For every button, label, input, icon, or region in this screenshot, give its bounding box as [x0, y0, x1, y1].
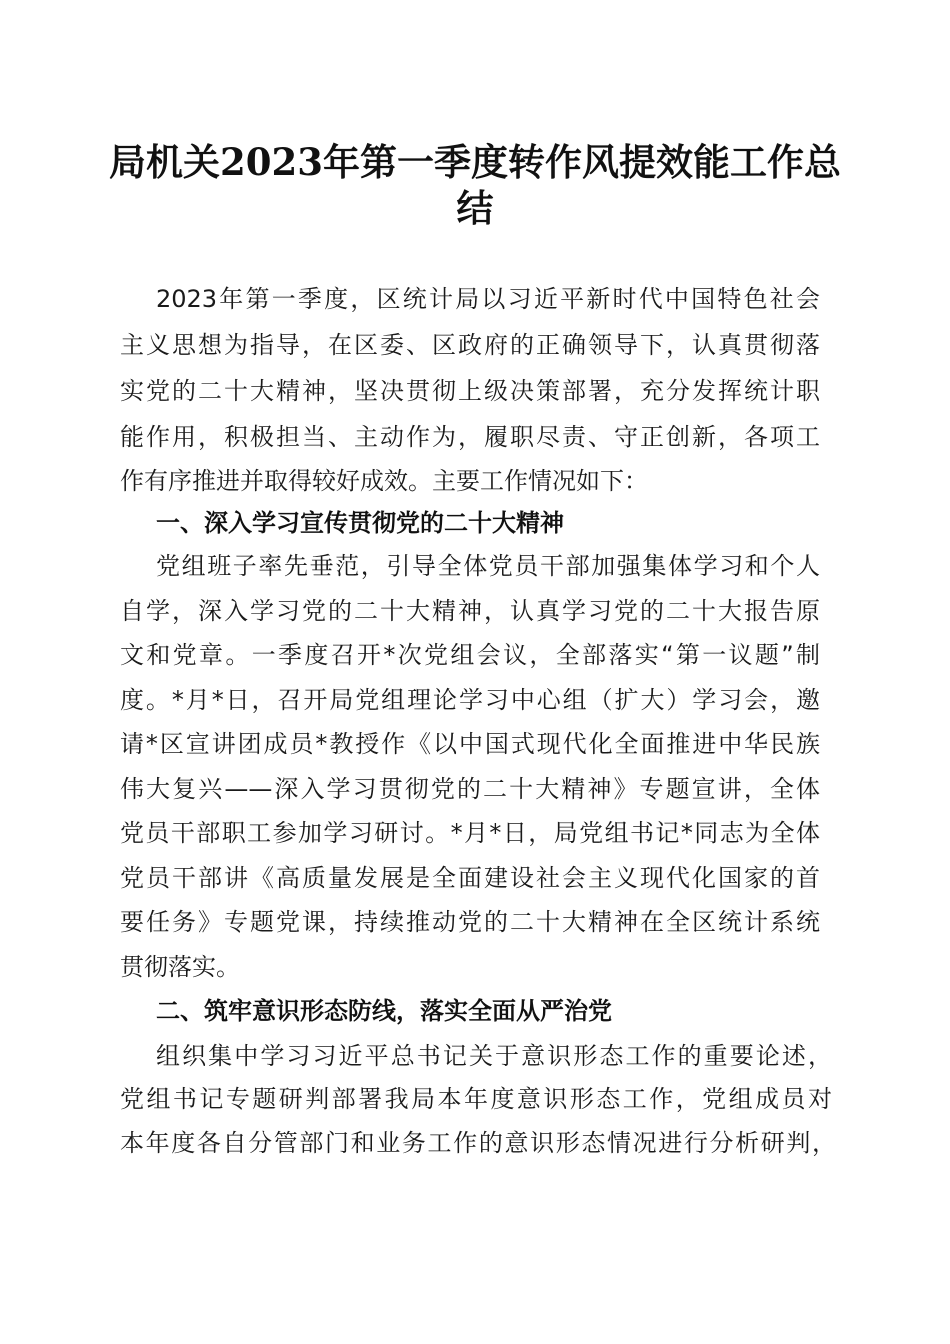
- paragraph-line: 党员干部职工参加学习研讨。*月*日，局党组书记*同志为全体: [120, 819, 820, 847]
- paragraph-line: 实党的二十大精神，坚决贯彻上级决策部署，充分发挥统计职: [120, 377, 820, 405]
- paragraph-line: 伟大复兴——深入学习贯彻党的二十大精神》专题宣讲，全体: [120, 775, 820, 803]
- paragraph-line: 党组班子率先垂范，引导全体党员干部加强集体学习和个人: [156, 552, 820, 580]
- document-title-line-2: 结: [456, 186, 494, 230]
- section-heading-1: 一、深入学习宣传贯彻党的二十大精神: [156, 509, 564, 537]
- paragraph-line: 本年度各自分管部门和业务工作的意识形态情况进行分析研判，: [120, 1129, 836, 1157]
- paragraph-line: 主义思想为指导，在区委、区政府的正确领导下，认真贯彻落: [120, 331, 820, 359]
- paragraph-line: 度。*月*日，召开局党组理论学习中心组（扩大）学习会，邀: [120, 686, 820, 714]
- paragraph-line: 要任务》专题党课，持续推动党的二十大精神在全区统计系统: [120, 908, 820, 936]
- paragraph-line: 文和党章。一季度召开*次党组会议，全部落实“第一议题”制: [120, 641, 820, 669]
- paragraph-line: 能作用，积极担当、主动作为，履职尽责、守正创新，各项工: [120, 423, 820, 451]
- paragraph-line: 作有序推进并取得较好成效。主要工作情况如下：: [120, 467, 648, 495]
- section-heading-2: 二、筑牢意识形态防线，落实全面从严治党: [156, 997, 612, 1025]
- paragraph-line: 党员干部讲《高质量发展是全面建设社会主义现代化国家的首: [120, 864, 820, 892]
- document-title-line-1: 局机关2023年第一季度转作风提效能工作总: [109, 140, 841, 184]
- paragraph-line: 党组书记专题研判部署我局本年度意识形态工作，党组成员对: [120, 1085, 832, 1113]
- paragraph-line: 自学，深入学习党的二十大精神，认真学习党的二十大报告原: [120, 597, 820, 625]
- paragraph-line: 组织集中学习习近平总书记关于意识形态工作的重要论述，: [156, 1042, 832, 1070]
- paragraph-line: 贯彻落实。: [120, 953, 240, 981]
- paragraph-line: 2023年第一季度，区统计局以习近平新时代中国特色社会: [156, 285, 820, 313]
- paragraph-line: 请*区宣讲团成员*教授作《以中国式现代化全面推进中华民族: [120, 730, 820, 758]
